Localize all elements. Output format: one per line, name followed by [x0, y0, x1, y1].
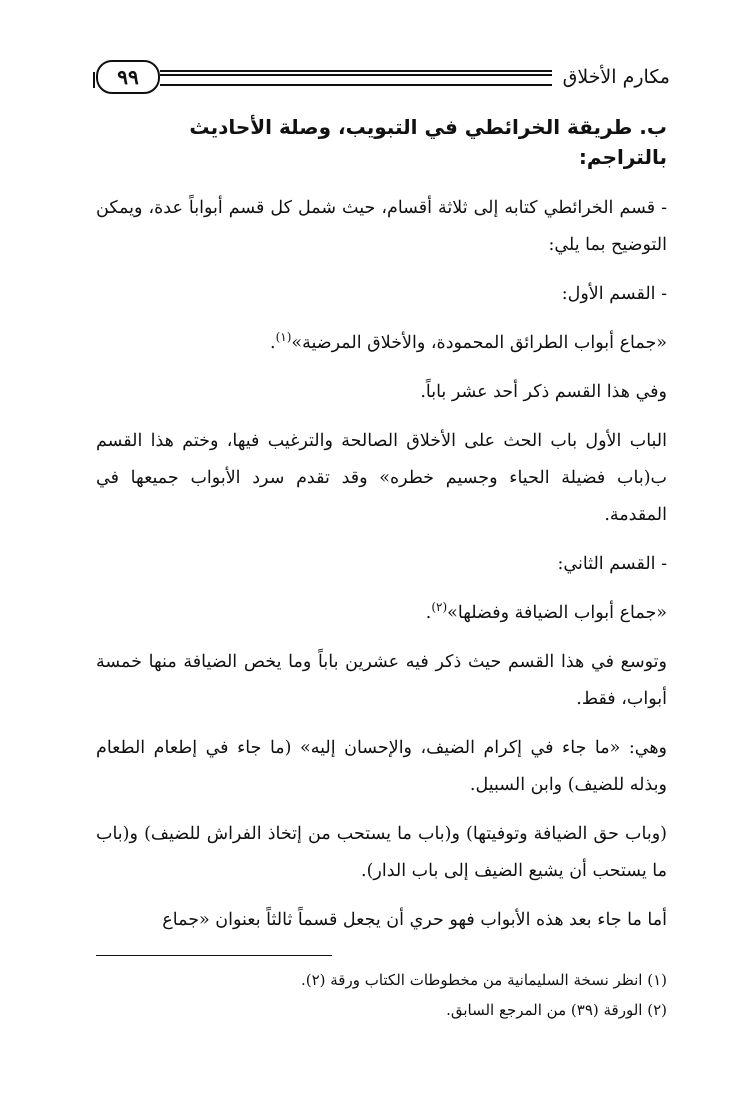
paragraph-part-one-count: وفي هذا القسم ذكر أحد عشر باباً.: [420, 382, 667, 402]
paragraph-part-one-detail: الباب الأول باب الحث على الأخلاق الصالحة والترغيب فيها، وختم هذا القسم ب(باب فضيلة الحياء وجسيم خطره» وقد تقدم سرد الأبواب جميعها في المقدمة.: [96, 431, 667, 525]
paragraph-part-one-title: [96, 325, 667, 362]
footnotes: [96, 965, 667, 1025]
part-two-title-end: .: [425, 603, 432, 623]
footnote-separator: [96, 955, 332, 956]
part-one-title-text: «جماع أبواب الطرائق المحمودة، والأخلاق المرضية»: [291, 333, 667, 353]
paragraph-part-two-label: - القسم الثاني:: [557, 554, 667, 574]
footnote-ref-2[interactable]: (٢): [431, 600, 448, 615]
paragraph-hospitality-chapters: وهي: «ما جاء في إكرام الضيف، والإحسان إليه» (ما جاء في إطعام الطعام وبذله للضيف) وابن السبيل.: [96, 738, 667, 795]
section-heading: ب. طريقة الخرائطي في التبويب، وصلة الأحاديث بالتراجم:: [189, 115, 667, 169]
header-rule-double: [160, 74, 552, 86]
paragraph-part-one-label: - القسم الأول:: [561, 284, 667, 304]
part-two-title-text: «جماع أبواب الضيافة وفضلها»: [447, 603, 667, 623]
running-title: مكارم الأخلاق: [562, 66, 670, 88]
page-number: ٩٩: [117, 65, 139, 89]
footnote-1: (١) انظر نسخة السليمانية من مخطوطات الكتاب ورقة (٢).: [300, 971, 667, 989]
page-number-badge: [96, 60, 160, 94]
paragraph-part-three: أما ما جاء بعد هذه الأبواب فهو حري أن يجعل قسماً ثالثاً بعنوان «جماع: [162, 910, 667, 930]
paragraph-hospitality-chapters-cont: (وباب حق الضيافة وتوفيتها) و(باب ما يستحب من إتخاذ الفراش للضيف) و(باب ما يستحب أن يشيع الضيف إلى باب الدار).: [96, 824, 667, 881]
paragraph-intro: - قسم الخرائطي كتابه إلى ثلاثة أقسام، حيث شمل كل قسم أبواباً عدة، ويمكن التوضيح بما يلي:: [96, 198, 667, 255]
footnote-ref-1[interactable]: (١): [275, 330, 292, 345]
page-body: [96, 112, 667, 939]
footnote-2: (٢) الورقة (٣٩) من المرجع السابق.: [446, 1001, 667, 1019]
paragraph-part-two-count: وتوسع في هذا القسم حيث ذكر فيه عشرين باباً وما يخص الضيافة منها خمسة أبواب، فقط.: [96, 652, 667, 709]
part-one-title-end: .: [270, 333, 276, 353]
header-rule-thin: [160, 70, 552, 72]
running-header: [96, 60, 670, 100]
paragraph-part-two-title: [96, 595, 667, 632]
